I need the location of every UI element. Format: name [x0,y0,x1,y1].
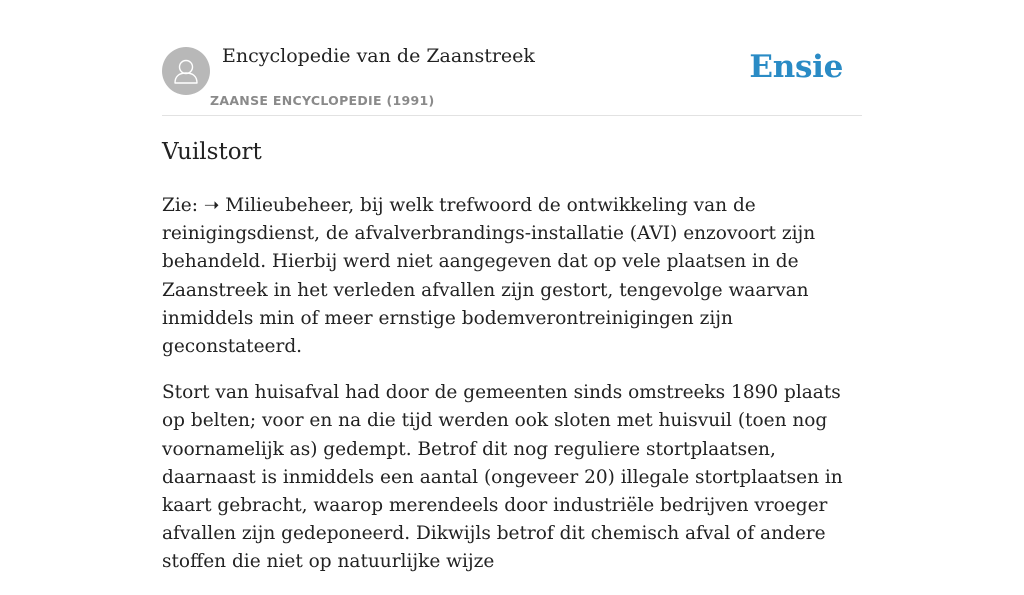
paragraph-2: Stort van huisafval had door de gemeenten sinds omstreeks 1890 plaats op belten; voor en na die tijd werden ook sloten met huisvuil (toen nog voornamelijk as) gedempt. Betrof dit nog reguliere stortplaatsen, daarnaast is inmiddels een aantal (ongeveer 20) illegale stortplaatsen in kaart gebracht, waarop merendeels door industriële bedrijven vroeger afvallen zijn gedeponeerd. Dikwijls betrof dit chemisch afval of andere stoffen die niet op natuurlijke wijze [162,382,843,573]
arrow-icon: ➝ [203,195,220,216]
paragraph-1-text: , bij welk trefwoord de ontwikkeling van de reinigingsdienst, de afvalverbrandings-installatie (AVI) enzovoort zijn behandeld. Hierbij werd niet aangegeven dat op vele plaatsen in de Zaanstreek in het verleden afvallen zijn gestort, tengevolge waarvan inmiddels min of meer ernstige bodemverontreinigingen zijn geconstateerd. [162,195,816,358]
cross-reference-label: Milieubeheer [225,195,349,216]
entry-body [162,192,862,595]
source-title[interactable]: Encyclopedie van de Zaanstreek [222,45,535,67]
entry-title: Vuilstort [162,139,262,165]
source-subtitle[interactable]: ZAANSE ENCYCLOPEDIE (1991) [210,93,435,108]
cross-reference-link[interactable] [204,195,348,216]
ensie-logo-link[interactable]: Ensie [749,49,843,85]
see-prefix: Zie: [162,195,204,216]
paragraph-1 [162,192,862,361]
avatar[interactable] [162,47,210,95]
user-icon [162,47,210,95]
article-container [162,0,862,573]
source-header [162,0,862,116]
